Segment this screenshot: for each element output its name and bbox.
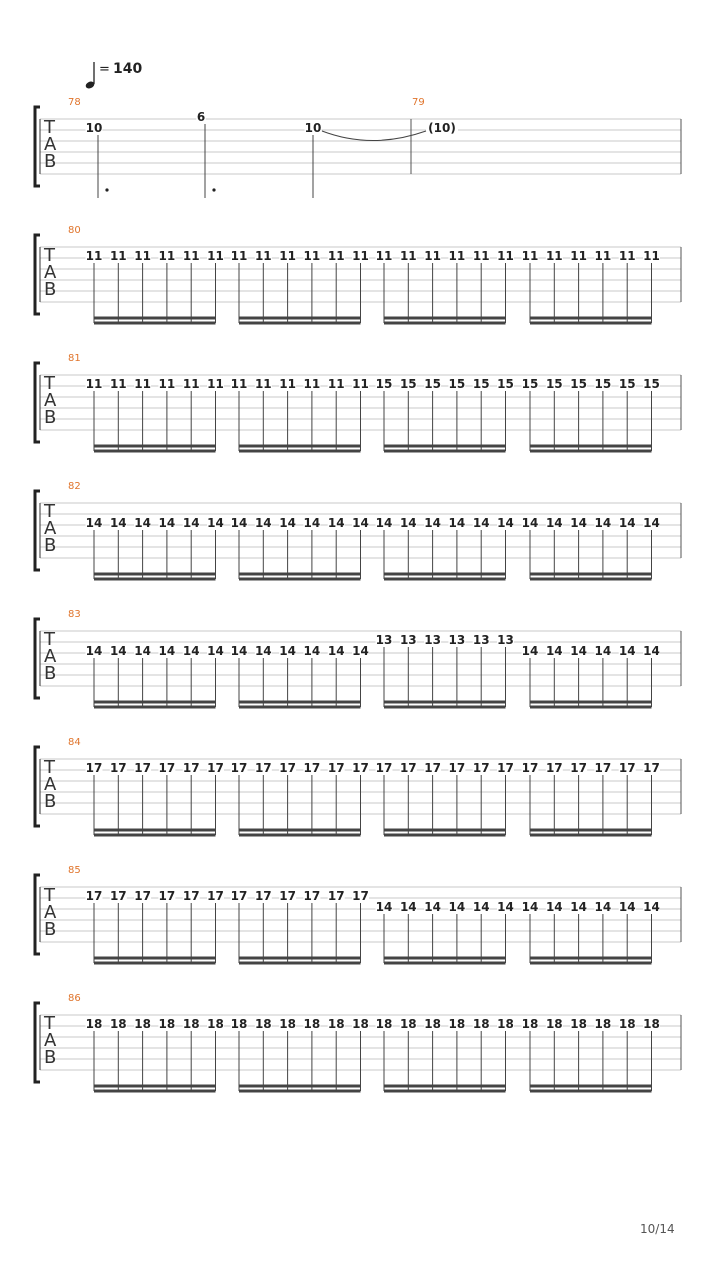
fret-number: 17 xyxy=(230,761,248,775)
fret-number: 17 xyxy=(545,761,563,775)
fret-number: 11 xyxy=(134,377,151,391)
beam xyxy=(239,1090,361,1093)
fret-number: 14 xyxy=(352,644,369,658)
fret-number: 14 xyxy=(472,900,490,914)
fret-number: 14 xyxy=(594,516,612,530)
fret-number: 11 xyxy=(327,377,345,391)
beam xyxy=(94,706,216,709)
fret-number: 11 xyxy=(109,249,127,263)
tab-clef-letter: T xyxy=(44,501,55,522)
beam xyxy=(384,578,506,581)
staff-bracket xyxy=(35,235,40,314)
fret-number: 18 xyxy=(352,1017,369,1031)
measure-number: 86 xyxy=(68,993,81,1004)
fret-number: 14 xyxy=(570,644,587,658)
beam xyxy=(384,1090,506,1093)
beam xyxy=(94,317,216,320)
tab-clef-letter: B xyxy=(44,407,57,428)
tempo-bpm: 140 xyxy=(113,61,143,77)
beam xyxy=(239,834,361,837)
fret-number: 14 xyxy=(254,644,272,658)
beam xyxy=(384,962,506,965)
fret-number: 14 xyxy=(399,900,417,914)
fret-number: 6 xyxy=(196,110,206,124)
fret-number: 11 xyxy=(303,377,321,391)
fret-number: 14 xyxy=(230,516,248,530)
fret-number: 14 xyxy=(643,516,660,530)
fret-number: 11 xyxy=(279,377,296,391)
fret-number: 17 xyxy=(182,761,200,775)
beam xyxy=(384,317,506,320)
measure-number: 78 xyxy=(68,97,81,108)
rhythm-dot xyxy=(105,188,108,191)
fret-number: 18 xyxy=(424,1017,441,1031)
beam xyxy=(384,701,506,704)
beam xyxy=(94,829,216,832)
beam xyxy=(94,957,216,960)
staff-bracket xyxy=(35,491,40,570)
fret-number: 14 xyxy=(521,900,539,914)
fret-number: 10 xyxy=(304,121,322,135)
fret-number: 17 xyxy=(594,761,612,775)
fret-number: 18 xyxy=(643,1017,660,1031)
fret-number: 14 xyxy=(570,516,587,530)
fret-number: 11 xyxy=(448,249,466,263)
fret-number: 15 xyxy=(521,377,539,391)
fret-number: 15 xyxy=(545,377,563,391)
fret-number: 18 xyxy=(594,1017,612,1031)
beam xyxy=(384,706,506,709)
fret-number: 13 xyxy=(472,633,490,647)
fret-number: 14 xyxy=(375,516,393,530)
fret-number: 14 xyxy=(594,644,612,658)
tab-clef-letter: B xyxy=(44,1047,57,1068)
fret-number: 14 xyxy=(303,516,321,530)
fret-number: 11 xyxy=(207,377,224,391)
fret-number: 18 xyxy=(207,1017,224,1031)
fret-number: 14 xyxy=(109,644,127,658)
fret-number: 14 xyxy=(85,644,103,658)
tab-clef-letter: B xyxy=(44,791,57,812)
fret-number: 14 xyxy=(424,900,441,914)
fret-number: 17 xyxy=(472,761,490,775)
fret-number: 14 xyxy=(207,516,224,530)
fret-number: 17 xyxy=(158,889,176,903)
fret-number: 17 xyxy=(134,761,151,775)
tab-clef-letter: T xyxy=(44,629,55,650)
fret-number: 13 xyxy=(497,633,514,647)
fret-number: 15 xyxy=(448,377,466,391)
rhythm-dot xyxy=(212,188,215,191)
fret-number: 11 xyxy=(207,249,224,263)
fret-number: 14 xyxy=(448,516,466,530)
beam xyxy=(530,957,652,960)
tab-clef-letter: B xyxy=(44,535,57,556)
fret-number: 14 xyxy=(158,644,176,658)
fret-number: 14 xyxy=(85,516,103,530)
fret-number: 13 xyxy=(448,633,466,647)
tab-clef-letter: A xyxy=(44,774,57,795)
measure-number: 80 xyxy=(68,225,81,236)
fret-number: 11 xyxy=(230,249,248,263)
fret-number: 15 xyxy=(424,377,441,391)
fret-number: 11 xyxy=(85,377,103,391)
beam xyxy=(94,573,216,576)
fret-number: 14 xyxy=(545,516,563,530)
fret-number: 18 xyxy=(497,1017,514,1031)
beam xyxy=(239,445,361,448)
fret-number: 17 xyxy=(375,761,393,775)
fret-number: (10) xyxy=(428,121,456,135)
beam xyxy=(530,1085,652,1088)
fret-number: 14 xyxy=(207,644,224,658)
beam xyxy=(530,829,652,832)
beam xyxy=(530,573,652,576)
fret-number: 11 xyxy=(618,249,636,263)
beam xyxy=(239,450,361,453)
beam xyxy=(530,962,652,965)
tab-clef-letter: A xyxy=(44,262,57,283)
fret-number: 18 xyxy=(109,1017,127,1031)
fret-number: 11 xyxy=(545,249,563,263)
fret-number: 14 xyxy=(570,900,587,914)
staff-bracket xyxy=(35,619,40,698)
beam xyxy=(94,701,216,704)
fret-number: 17 xyxy=(327,761,345,775)
beam xyxy=(530,706,652,709)
beam xyxy=(94,578,216,581)
fret-number: 14 xyxy=(618,900,636,914)
fret-number: 11 xyxy=(254,377,272,391)
fret-number: 17 xyxy=(207,889,224,903)
fret-number: 17 xyxy=(303,761,321,775)
measure-number: 85 xyxy=(68,865,81,876)
beam xyxy=(530,578,652,581)
fret-number: 14 xyxy=(472,516,490,530)
fret-number: 17 xyxy=(327,889,345,903)
fret-number: 18 xyxy=(158,1017,176,1031)
fret-number: 14 xyxy=(545,900,563,914)
tempo-equals: = xyxy=(99,62,110,77)
fret-number: 14 xyxy=(618,644,636,658)
beam xyxy=(239,578,361,581)
staff-bracket xyxy=(35,107,40,186)
fret-number: 14 xyxy=(279,516,296,530)
fret-number: 11 xyxy=(158,249,176,263)
tab-clef-letter: B xyxy=(44,151,57,172)
staff-bracket xyxy=(35,747,40,826)
fret-number: 15 xyxy=(570,377,587,391)
fret-number: 14 xyxy=(182,644,200,658)
fret-number: 17 xyxy=(521,761,539,775)
staff-bracket xyxy=(35,363,40,442)
fret-number: 15 xyxy=(472,377,490,391)
fret-number: 15 xyxy=(399,377,417,391)
fret-number: 17 xyxy=(158,761,176,775)
beam xyxy=(239,573,361,576)
fret-number: 18 xyxy=(618,1017,636,1031)
fret-number: 11 xyxy=(594,249,612,263)
fret-number: 15 xyxy=(375,377,393,391)
tab-clef-letter: B xyxy=(44,919,57,940)
beam xyxy=(530,450,652,453)
fret-number: 17 xyxy=(399,761,417,775)
tab-clef-letter: T xyxy=(44,373,55,394)
fret-number: 11 xyxy=(134,249,151,263)
fret-number: 18 xyxy=(134,1017,151,1031)
fret-number: 13 xyxy=(375,633,393,647)
tab-clef-letter: T xyxy=(44,245,55,266)
beam xyxy=(94,450,216,453)
beam xyxy=(384,834,506,837)
tab-clef-letter: A xyxy=(44,518,57,539)
fret-number: 17 xyxy=(618,761,636,775)
fret-number: 14 xyxy=(521,516,539,530)
fret-number: 14 xyxy=(254,516,272,530)
fret-number: 17 xyxy=(497,761,514,775)
fret-number: 14 xyxy=(399,516,417,530)
tab-clef-letter: A xyxy=(44,390,57,411)
fret-number: 17 xyxy=(279,889,296,903)
fret-number: 13 xyxy=(399,633,417,647)
fret-number: 17 xyxy=(352,761,369,775)
fret-number: 18 xyxy=(182,1017,200,1031)
tab-clef-letter: T xyxy=(44,117,55,138)
fret-number: 11 xyxy=(399,249,417,263)
fret-number: 18 xyxy=(254,1017,272,1031)
fret-number: 17 xyxy=(279,761,296,775)
fret-number: 18 xyxy=(472,1017,490,1031)
fret-number: 11 xyxy=(303,249,321,263)
beam xyxy=(384,322,506,325)
tab-clef-letter: A xyxy=(44,1030,57,1051)
fret-number: 11 xyxy=(158,377,176,391)
fret-number: 18 xyxy=(521,1017,539,1031)
tie-arc xyxy=(322,131,426,141)
fret-number: 11 xyxy=(182,249,200,263)
beam xyxy=(239,322,361,325)
fret-number: 11 xyxy=(352,377,369,391)
fret-number: 14 xyxy=(448,900,466,914)
fret-number: 14 xyxy=(352,516,369,530)
fret-number: 14 xyxy=(643,900,660,914)
fret-number: 14 xyxy=(497,516,514,530)
fret-number: 15 xyxy=(618,377,636,391)
tab-clef-letter: T xyxy=(44,885,55,906)
fret-number: 18 xyxy=(279,1017,296,1031)
fret-number: 18 xyxy=(303,1017,321,1031)
measure-number: 79 xyxy=(412,97,425,108)
fret-number: 14 xyxy=(182,516,200,530)
beam xyxy=(530,322,652,325)
fret-number: 17 xyxy=(254,761,272,775)
tab-clef-letter: T xyxy=(44,1013,55,1034)
fret-number: 17 xyxy=(303,889,321,903)
fret-number: 14 xyxy=(303,644,321,658)
fret-number: 17 xyxy=(207,761,224,775)
fret-number: 14 xyxy=(109,516,127,530)
tab-clef-letter: A xyxy=(44,646,57,667)
beam xyxy=(530,445,652,448)
fret-number: 11 xyxy=(472,249,490,263)
fret-number: 11 xyxy=(327,249,345,263)
fret-number: 11 xyxy=(521,249,539,263)
fret-number: 18 xyxy=(545,1017,563,1031)
fret-number: 15 xyxy=(497,377,514,391)
fret-number: 11 xyxy=(182,377,200,391)
measure-number: 82 xyxy=(68,481,81,492)
beam xyxy=(94,1085,216,1088)
beam xyxy=(94,322,216,325)
fret-number: 17 xyxy=(643,761,660,775)
fret-number: 17 xyxy=(254,889,272,903)
fret-number: 17 xyxy=(85,889,103,903)
fret-number: 14 xyxy=(230,644,248,658)
fret-number: 14 xyxy=(327,644,345,658)
fret-number: 14 xyxy=(643,644,660,658)
fret-number: 11 xyxy=(375,249,393,263)
fret-number: 14 xyxy=(424,516,441,530)
fret-number: 10 xyxy=(85,121,103,135)
beam xyxy=(94,834,216,837)
fret-number: 14 xyxy=(134,516,151,530)
staff-bracket xyxy=(35,1003,40,1082)
fret-number: 11 xyxy=(230,377,248,391)
beam xyxy=(384,957,506,960)
fret-number: 17 xyxy=(352,889,369,903)
beam xyxy=(239,1085,361,1088)
staff-bracket xyxy=(35,875,40,954)
beam xyxy=(239,701,361,704)
tab-clef-letter: B xyxy=(44,279,57,300)
fret-number: 17 xyxy=(424,761,441,775)
tab-clef-letter: B xyxy=(44,663,57,684)
page-number: 10/14 xyxy=(640,1222,675,1236)
fret-number: 11 xyxy=(352,249,369,263)
fret-number: 18 xyxy=(327,1017,345,1031)
fret-number: 14 xyxy=(521,644,539,658)
fret-number: 11 xyxy=(279,249,296,263)
fret-number: 18 xyxy=(230,1017,248,1031)
fret-number: 11 xyxy=(424,249,441,263)
fret-number: 17 xyxy=(109,889,127,903)
fret-number: 17 xyxy=(230,889,248,903)
beam xyxy=(239,829,361,832)
beam xyxy=(94,445,216,448)
fret-number: 14 xyxy=(545,644,563,658)
fret-number: 14 xyxy=(375,900,393,914)
fret-number: 14 xyxy=(497,900,514,914)
fret-number: 18 xyxy=(399,1017,417,1031)
tab-clef-letter: A xyxy=(44,134,57,155)
beam xyxy=(94,1090,216,1093)
beam xyxy=(239,962,361,965)
fret-number: 17 xyxy=(570,761,587,775)
fret-number: 11 xyxy=(643,249,660,263)
tab-clef-letter: T xyxy=(44,757,55,778)
fret-number: 17 xyxy=(85,761,103,775)
measure-number: 83 xyxy=(68,609,81,620)
fret-number: 13 xyxy=(424,633,441,647)
fret-number: 15 xyxy=(643,377,660,391)
fret-number: 18 xyxy=(448,1017,466,1031)
fret-number: 17 xyxy=(109,761,127,775)
fret-number: 14 xyxy=(327,516,345,530)
fret-number: 11 xyxy=(109,377,127,391)
fret-number: 18 xyxy=(570,1017,587,1031)
fret-number: 15 xyxy=(594,377,612,391)
beam xyxy=(530,1090,652,1093)
fret-number: 11 xyxy=(570,249,587,263)
measure-number: 81 xyxy=(68,353,81,364)
fret-number: 14 xyxy=(618,516,636,530)
fret-number: 14 xyxy=(134,644,151,658)
beam xyxy=(384,829,506,832)
beam xyxy=(384,445,506,448)
fret-number: 14 xyxy=(158,516,176,530)
fret-number: 17 xyxy=(448,761,466,775)
fret-number: 17 xyxy=(134,889,151,903)
beam xyxy=(384,450,506,453)
beam xyxy=(530,317,652,320)
fret-number: 14 xyxy=(594,900,612,914)
fret-number: 11 xyxy=(85,249,103,263)
fret-number: 11 xyxy=(254,249,272,263)
beam xyxy=(239,706,361,709)
beam xyxy=(530,834,652,837)
beam xyxy=(239,317,361,320)
measure-number: 84 xyxy=(68,737,81,748)
beam xyxy=(94,962,216,965)
beam xyxy=(384,1085,506,1088)
fret-number: 17 xyxy=(182,889,200,903)
fret-number: 18 xyxy=(85,1017,103,1031)
fret-number: 11 xyxy=(497,249,514,263)
fret-number: 18 xyxy=(375,1017,393,1031)
beam xyxy=(530,701,652,704)
beam xyxy=(384,573,506,576)
beam xyxy=(239,957,361,960)
tab-clef-letter: A xyxy=(44,902,57,923)
fret-number: 14 xyxy=(279,644,296,658)
